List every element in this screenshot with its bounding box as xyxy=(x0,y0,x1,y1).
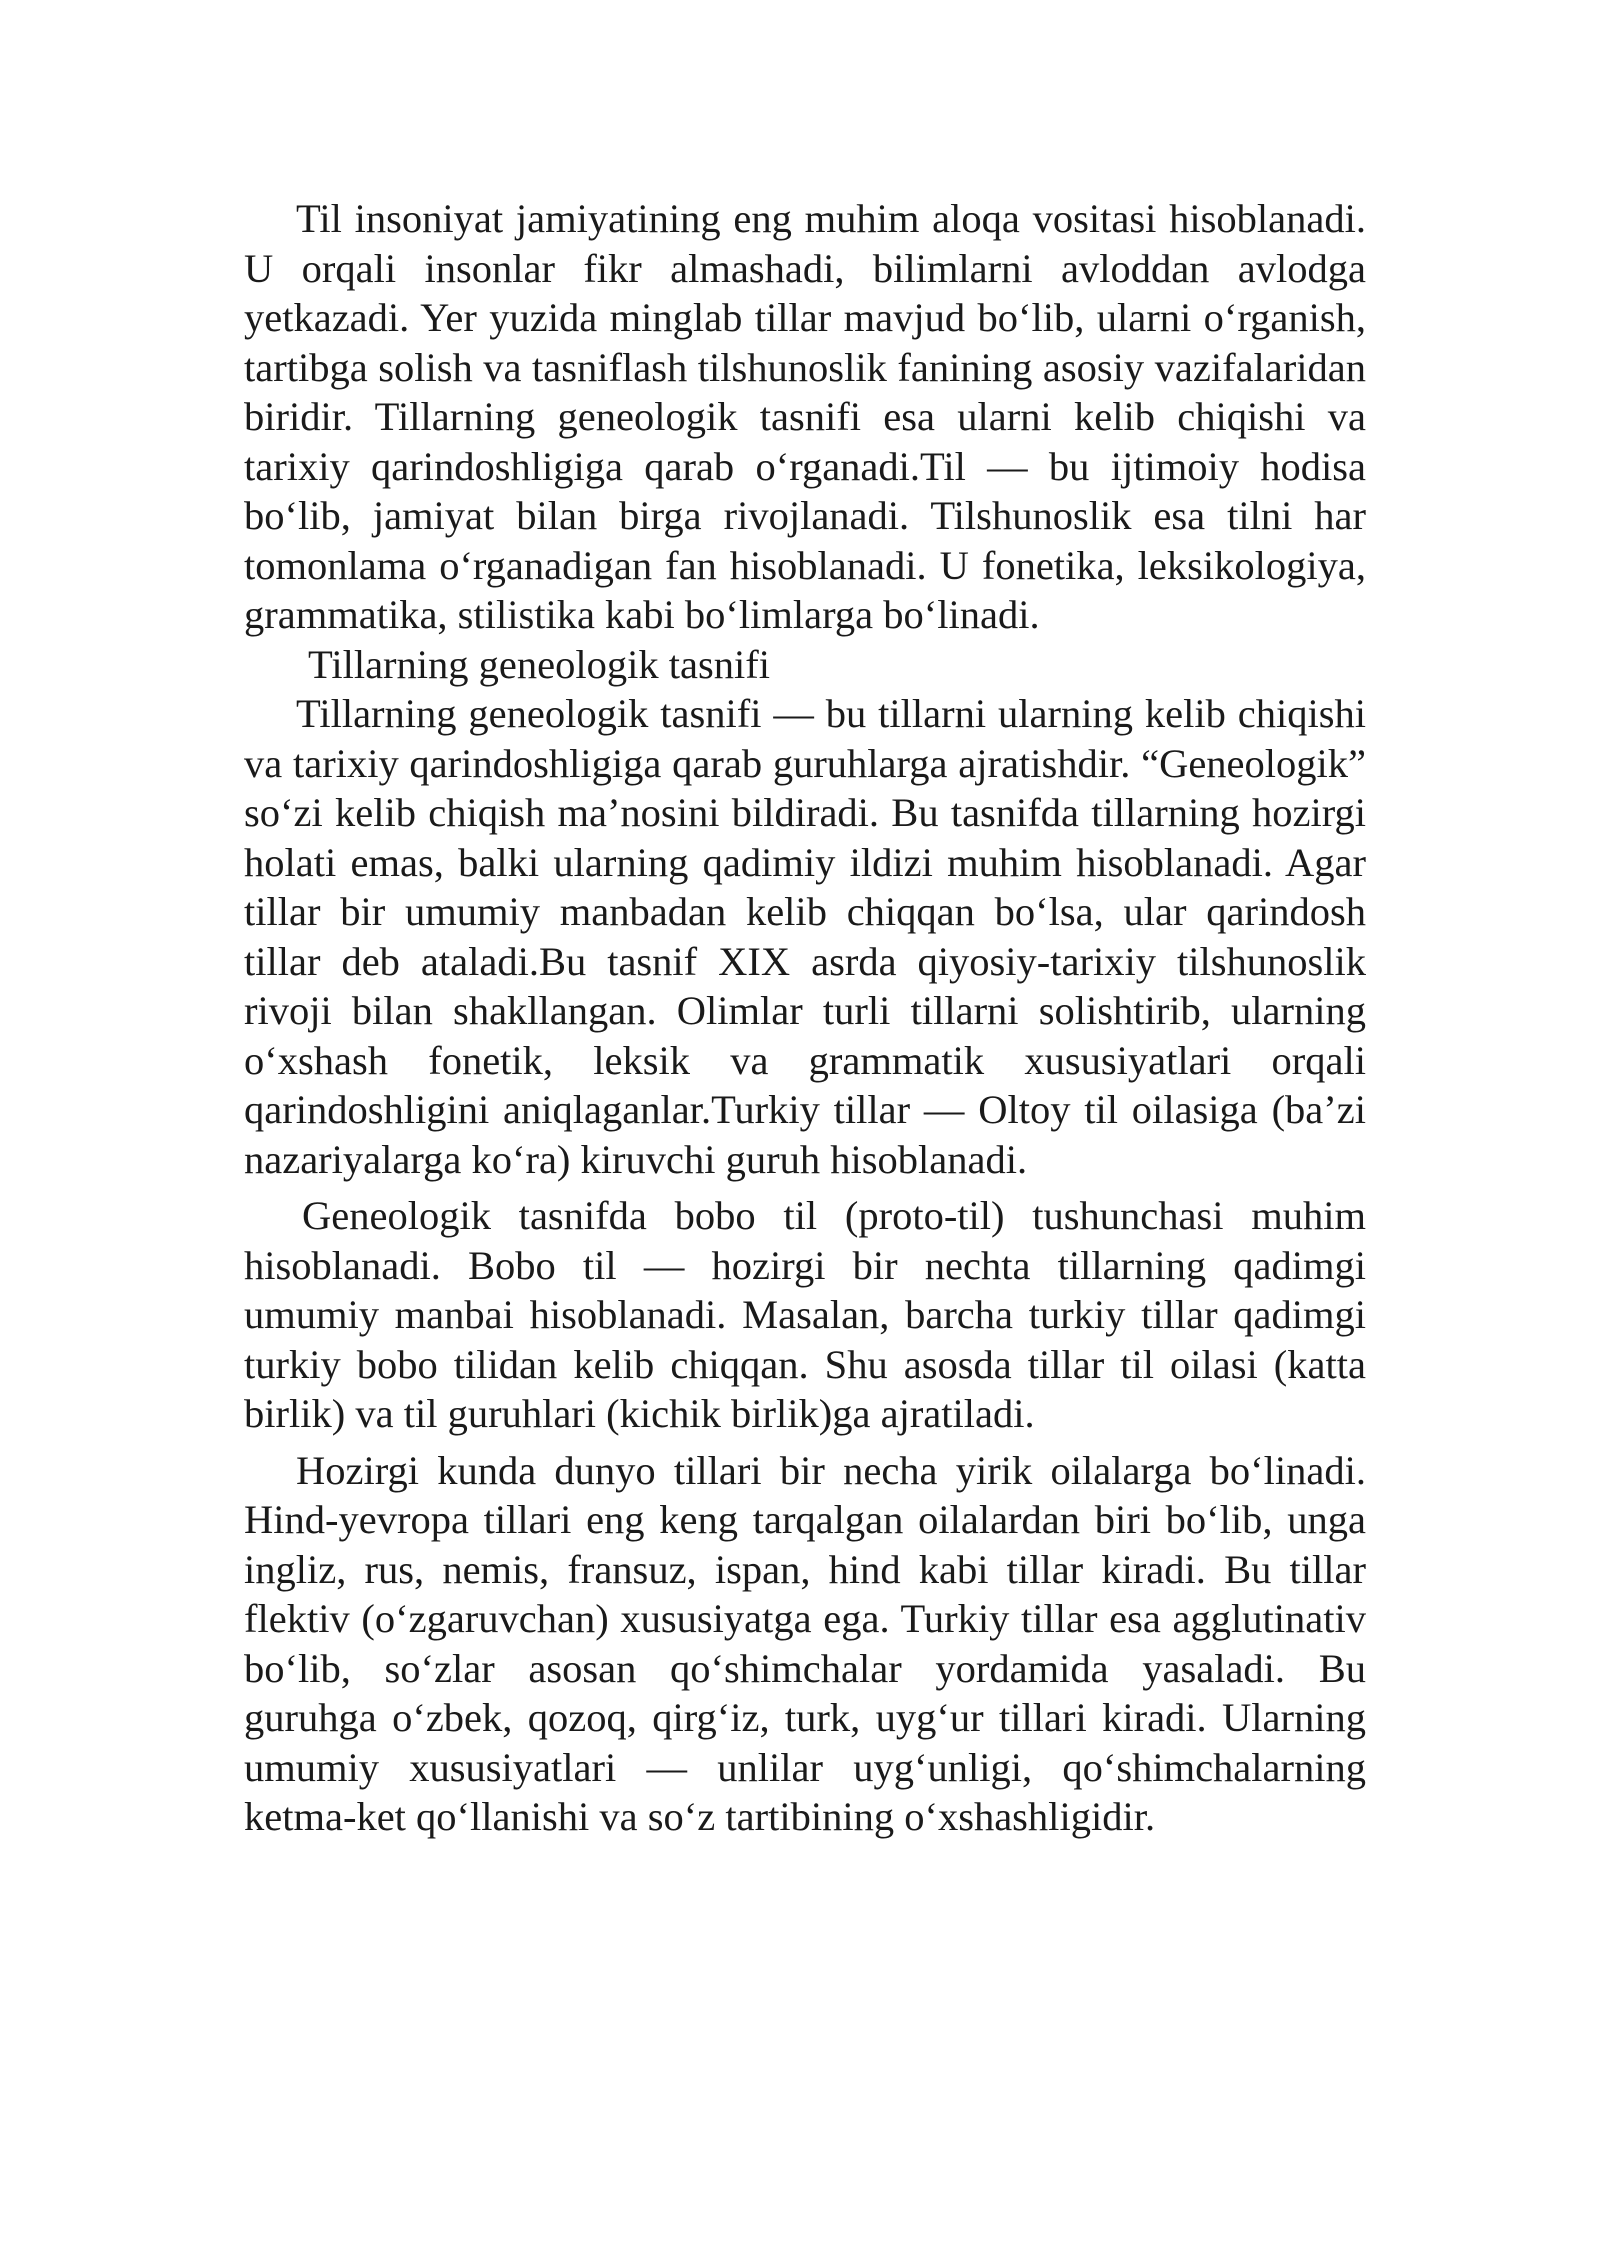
paragraph-proto-language: Geneologik tasnifda bobo til (proto-til) tushunchasi muhim hisoblanadi. Bobo til — hozirgi bir nechta tillarning qadimgi umumiy manbai hisoblanadi. Masalan, barcha turkiy tillar qadimgi turkiy bobo tilidan kelib chiqqan. Shu asosda tillar til oilasi (katta birlik) va til guruhlari (kichik birlik)ga ajratiladi. xyxy=(244,1193,1366,1436)
paragraph-geneological-classification: Tillarning geneologik tasnifi — bu tillarni ularning kelib chiqishi va tarixiy qarindoshligiga qarab guruhlarga ajratishdir. “Geneologik” so‘zi kelib chiqish ma’nosini bildiradi. Bu tasnifda tillarning hozirgi holati emas, balki ularning qadimiy ildizi muhim hisoblanadi. Agar tillar bir umumiy manbadan kelib chiqqan bo‘lsa, ular qarindosh tillar deb ataladi.Bu tasnif XIX asrda qiyosiy-tarixiy tilshunoslik rivoji bilan shakllangan. Olimlar turli tillarni solishtirib, ularning o‘xshash fonetik, leksik va grammatik xususiyatlari orqali qarindoshligini aniqlaganlar.Turkiy tillar — Oltoy til oilasiga (ba’zi nazariyalarga ko‘ra) kiruvchi guruh hisoblanadi. xyxy=(244,691,1366,1182)
paragraph-language-families: Hozirgi kunda dunyo tillari bir necha yirik oilalarga bo‘linadi. Hind-yevropa tillari eng keng tarqalgan oilalardan biri bo‘lib, unga ingliz, rus, nemis, fransuz, ispan, hind kabi tillar kiradi. Bu tillar flektiv (o‘zgaruvchan) xususiyatga ega. Turkiy tillar esa agglutinativ bo‘lib, so‘zlar asosan qo‘shimchalar yordamida yasaladi. Bu guruhga o‘zbek, qozoq, qirg‘iz, turk, uyg‘ur tillari kiradi. Ularning umumiy xususiyatlari — unlilar uyg‘unligi, qo‘shimchalarning ketma-ket qo‘llanishi va so‘z tartibining o‘xshashligidir. xyxy=(244,1447,1366,1839)
paragraph-intro: Til insoniyat jamiyatining eng muhim aloqa vositasi hisoblanadi. U orqali insonlar fikr almashadi, bilimlarni avloddan avlodga yetkazadi. Yer yuzida minglab tillar mavjud bo‘lib, ularni o‘rganish, tartibga solish va tasniflash tilshunoslik fanining asosiy vazifalaridan biridir. Tillarning geneologik tasnifi esa ularni kelib chiqishi va tarixiy qarindoshligiga qarab o‘rganadi.Til — bu ijtimoiy hodisa bo‘lib, jamiyat bilan birga rivojlanadi. Tilshunoslik esa tilni har tomonlama o‘rganadigan fan hisoblanadi. U fonetika, leksikologiya, grammatika, stilistika kabi bo‘limlarga bo‘linadi. xyxy=(244,196,1366,637)
section-heading: Tillarning geneologik tasnifi xyxy=(308,641,770,687)
document-page xyxy=(244,194,1366,1842)
